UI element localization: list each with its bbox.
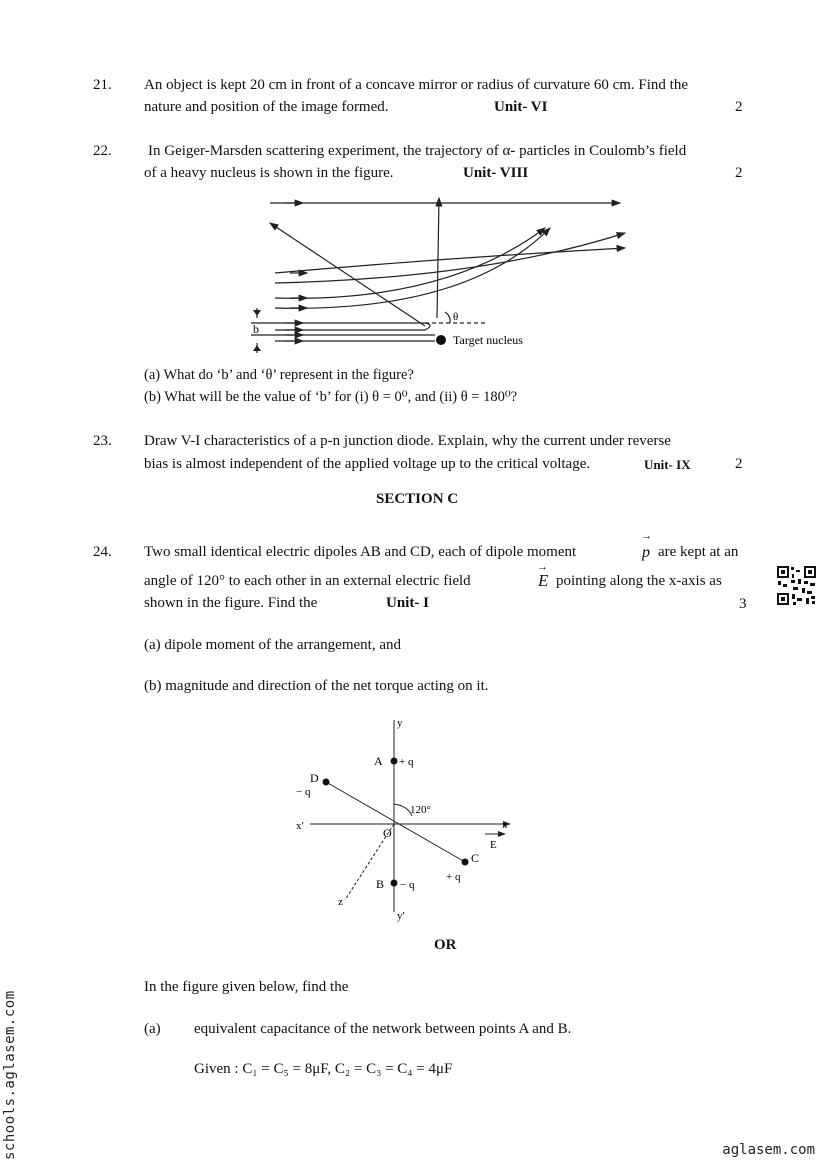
q24-line3: shown in the figure. Find the	[144, 595, 318, 611]
trajectory-3	[275, 233, 625, 283]
q22-marks: 2	[735, 165, 743, 181]
alt-given: Given : C₁ = C₅ = 8μF, C₂ = C₃ = C₄ = 4μF	[194, 1061, 453, 1077]
label-E: E	[490, 839, 497, 851]
trajectory-vertical	[437, 198, 439, 318]
q22-number: 22.	[93, 143, 112, 159]
q21-marks: 2	[735, 99, 743, 115]
p-vector-arrow: →	[641, 530, 652, 542]
label-B: B	[376, 877, 385, 891]
label-D: D	[310, 771, 319, 785]
label-plus-q-A: + q	[399, 756, 414, 768]
q23-line2: bias is almost independent of the applied voltage up to the critical voltage.	[144, 456, 591, 472]
label-y-prime: y′	[397, 910, 405, 922]
q21-line2: nature and position of the image formed.	[144, 99, 389, 115]
q24-line2: angle of 120° to each other in an external electric field	[144, 573, 471, 589]
q24-unit: Unit- I	[386, 595, 429, 611]
charge-B	[391, 880, 398, 887]
label-y: y	[397, 717, 403, 729]
q21-line1: An object is kept 20 cm in front of a concave mirror or radius of curvature 60 cm. Find the	[144, 77, 689, 93]
q22-line1: In Geiger-Marsden scattering experiment, the trajectory of α- particles in Coulomb’s field	[148, 143, 687, 159]
charge-C	[462, 859, 469, 866]
or-label: OR	[434, 937, 457, 953]
q24-marks: 3	[739, 596, 747, 612]
q23-unit: Unit- IX	[644, 457, 691, 472]
trajectory-6	[275, 323, 430, 330]
qr-code	[776, 565, 817, 606]
trajectory-backscatter	[270, 223, 425, 326]
q24-number: 24.	[93, 544, 112, 560]
q22-part-a: (a) What do ‘b’ and ‘θ’ represent in the figure?	[144, 367, 414, 383]
q21-unit: Unit- VI	[494, 99, 548, 115]
q23-number: 23.	[93, 433, 112, 449]
nucleus-label: Target nucleus	[453, 333, 523, 347]
label-angle: 120°	[410, 804, 431, 816]
label-A: A	[374, 754, 383, 768]
dipole-CD	[326, 782, 465, 862]
charge-D	[323, 779, 330, 786]
q24-line1-end: are kept at an	[658, 544, 739, 560]
q21-number: 21.	[93, 77, 112, 93]
q22-part-b: (b) What will be the value of ‘b’ for (i) θ = 0⁰, and (ii) θ = 180⁰?	[144, 389, 518, 405]
q24-line1: Two small identical electric dipoles AB and CD, each of dipole moment	[144, 544, 577, 560]
label-x-prime: x′	[296, 820, 304, 832]
label-minus-q-D: − q	[296, 786, 311, 798]
theta-label: θ	[453, 311, 459, 323]
q23-line1: Draw V-I characteristics of a p-n junction diode. Explain, why the current under reverse	[144, 433, 671, 449]
q22-unit: Unit- VIII	[463, 165, 529, 181]
label-minus-q-B: − q	[400, 879, 415, 891]
label-z: z	[338, 896, 343, 908]
q22-line2: of a heavy nucleus is shown in the figure.	[144, 165, 394, 181]
E-vector-arrow: →	[537, 561, 548, 573]
section-title: SECTION C	[376, 491, 459, 507]
q24-part-a: (a) dipole moment of the arrangement, and	[144, 637, 401, 653]
target-nucleus	[436, 335, 446, 345]
alt-intro: In the figure given below, find the	[144, 979, 349, 995]
scattering-figure	[245, 188, 635, 358]
label-O: O	[383, 826, 392, 840]
q24-part-b: (b) magnitude and direction of the net torque acting on it.	[144, 678, 489, 694]
label-x: x	[502, 819, 508, 831]
b-label: b	[253, 322, 259, 336]
alt-part-a-label: (a)	[144, 1021, 161, 1037]
side-watermark: schools.aglasem.com	[2, 990, 18, 1160]
dipole-figure	[290, 712, 520, 922]
p-symbol: p	[642, 544, 650, 561]
q23-marks: 2	[735, 456, 743, 472]
alt-part-a: equivalent capacitance of the network between points A and B.	[194, 1021, 572, 1037]
label-plus-q-C: + q	[446, 871, 461, 883]
bottom-watermark: aglasem.com	[722, 1142, 815, 1158]
charge-A	[391, 758, 398, 765]
trajectory-5	[275, 228, 550, 308]
q24-line2-end: pointing along the x-axis as	[556, 573, 722, 589]
E-symbol: E	[538, 571, 549, 590]
label-C: C	[471, 851, 480, 865]
